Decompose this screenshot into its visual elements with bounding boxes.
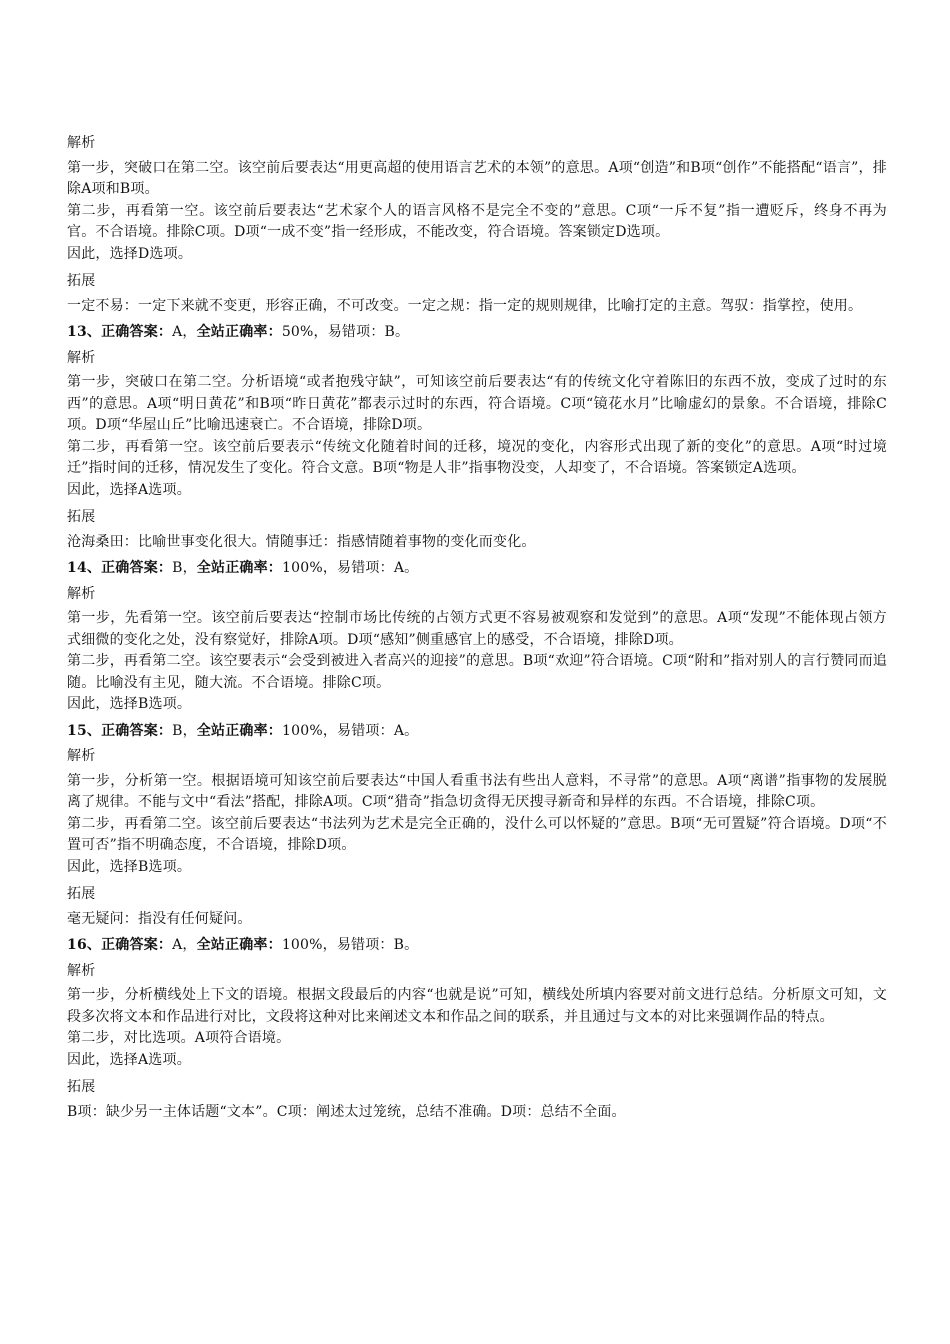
analysis-heading: 解析 bbox=[67, 962, 96, 979]
answer-label: 正确答案： bbox=[101, 324, 173, 340]
question-number: 13、 bbox=[67, 324, 102, 340]
question-14 bbox=[67, 558, 887, 716]
rate-label: 全站正确率： bbox=[196, 324, 282, 340]
analysis-step-2: 第二步，再看第一空。该空前后要表达“艺术家个人的语言风格不是完全不变的”意思。C项“一斥不复”指一遭贬斥，终身不再为官。不合语境。排除C项。D项“一成不变”指一经形成，不能改变，符合语境。答案锁定D选项。 bbox=[67, 202, 887, 240]
question-12-tail bbox=[67, 133, 887, 317]
extension-heading: 拓展 bbox=[67, 273, 96, 289]
rate-label: 全站正确率： bbox=[196, 722, 282, 739]
question-number: 15、 bbox=[67, 722, 102, 739]
answer-line bbox=[67, 721, 887, 743]
analysis-step-2: 第二步，再看第二空。该空要表示“会受到被进入者高兴的迎接”的意思。B项“欢迎”符合语境。C项“附和”指对别人的言行赞同而追随。比喻没有主见，随大流。不合语境。排除C项。 bbox=[67, 653, 887, 691]
analysis-step-1: 第一步，分析第一空。根据语境可知该空前后要表达“中国人看重书法有些出人意料，不寻常”的意思。A项“离谱”指事物的发展脱离了规律。不能与文中“看法”搭配，排除A项。C项“猎奇”指急切贪得无厌搜寻新奇和异样的东西。不合语境，排除C项。 bbox=[67, 772, 887, 810]
extension-text: 毫无疑问：指没有任何疑问。 bbox=[67, 910, 252, 927]
answer-value: B， bbox=[172, 722, 197, 739]
analysis-step-1: 第一步，分析横线处上下文的语境。根据文段最后的内容“也就是说”可知，横线处所填内容要对前文进行总结。分析原文可知，文段多次将文本和作品进行对比，文段将这种对比来阐述文本和作品之间的联系，并且通过与文本的对比来强调作品的特点。 bbox=[67, 987, 887, 1025]
question-number: 16、 bbox=[67, 937, 102, 953]
question-15 bbox=[67, 721, 887, 931]
analysis-step-1: 第一步，突破口在第二空。该空前后要表达“用更高超的使用语言艺术的本领”的意思。A项“创造”和B项“创作”不能搭配“语言”，排除A项和B项。 bbox=[67, 159, 887, 197]
analysis-step-2: 第二步，再看第二空。该空前后要表达“书法列为艺术是完全正确的，没什么可以怀疑的”意思。B项“无可置疑”符合语境。D项“不置可否”指不明确态度，不合语境，排除D项。 bbox=[67, 815, 887, 853]
question-number: 14、 bbox=[67, 560, 102, 576]
extension-text: 沧海桑田：比喻世事变化很大。情随事迁：指感情随着事物的变化而变化。 bbox=[67, 533, 536, 550]
rate-label: 全站正确率： bbox=[196, 937, 282, 953]
analysis-conclusion: 因此，选择D选项。 bbox=[67, 245, 193, 262]
question-13 bbox=[67, 322, 887, 553]
analysis-heading: 解析 bbox=[67, 135, 96, 151]
answer-value: B， bbox=[172, 560, 197, 576]
document-body bbox=[67, 129, 887, 1123]
analysis-step-2: 第二步，对比选项。A项符合语境。 bbox=[67, 1030, 291, 1046]
rate-value: 50%，易错项：B。 bbox=[281, 324, 410, 340]
extension-text: 一定不易：一定下来就不变更，形容正确，不可改变。一定之规：指一定的规则规律，比喻打定的主意。驾驭：指掌控，使用。 bbox=[67, 297, 863, 314]
analysis-conclusion: 因此，选择B选项。 bbox=[67, 696, 192, 712]
rate-value: 100%，易错项：A。 bbox=[282, 722, 419, 739]
answer-value: A， bbox=[172, 937, 197, 953]
answer-line bbox=[67, 935, 887, 957]
rate-label: 全站正确率： bbox=[196, 560, 282, 576]
answer-label: 正确答案： bbox=[101, 722, 173, 739]
extension-heading: 拓展 bbox=[67, 1079, 96, 1095]
analysis-step-1: 第一步，先看第一空。该空前后要表达“控制市场比传统的占领方式更不容易被观察和发觉到”的意思。A项“发现”不能体现占领方式细微的变化之处，没有察觉好，排除A项。D项“感知”侧重感官上的感受，不合语境，排除D项。 bbox=[67, 610, 887, 648]
analysis-step-1: 第一步，突破口在第二空。分析语境“或者抱残守缺”，可知该空前后要表达“有的传统文化守着陈旧的东西不放，变成了过时的东西”的意思。A项“明日黄花”和B项“昨日黄花”都表示过时的东西，符合语境。C项“镜花水月”比喻虚幻的景象。不合语境，排除C项。D项“华屋山丘”比喻迅速衰亡。不合语境，排除D项。 bbox=[67, 374, 887, 433]
extension-heading: 拓展 bbox=[67, 886, 96, 902]
analysis-conclusion: 因此，选择A选项。 bbox=[67, 481, 191, 498]
answer-line bbox=[67, 322, 887, 344]
answer-line bbox=[67, 558, 887, 580]
answer-label: 正确答案： bbox=[101, 937, 173, 953]
analysis-step-2: 第二步，再看第一空。该空前后要表示“传统文化随着时间的迁移，境况的变化，内容形式出现了新的变化”的意思。A项“时过境迁”指时间的迁移，情况发生了变化。符合文意。B项“物是人非”指事物没变，人却变了，不合语境。答案锁定A选项。 bbox=[67, 438, 887, 476]
answer-value: A， bbox=[172, 324, 197, 340]
analysis-conclusion: 因此，选择B选项。 bbox=[67, 858, 192, 875]
analysis-heading: 解析 bbox=[67, 585, 96, 602]
analysis-heading: 解析 bbox=[67, 748, 96, 764]
rate-value: 100%，易错项：B。 bbox=[281, 937, 419, 953]
extension-text: B项：缺少另一主体话题“文本”。C项：阐述太过笼统，总结不准确。D项：总结不全面。 bbox=[67, 1103, 626, 1120]
analysis-heading: 解析 bbox=[67, 349, 96, 366]
question-16 bbox=[67, 935, 887, 1123]
answer-label: 正确答案： bbox=[101, 560, 173, 576]
analysis-conclusion: 因此，选择A选项。 bbox=[67, 1051, 191, 1068]
rate-value: 100%，易错项：A。 bbox=[282, 560, 419, 576]
extension-heading: 拓展 bbox=[67, 509, 96, 525]
